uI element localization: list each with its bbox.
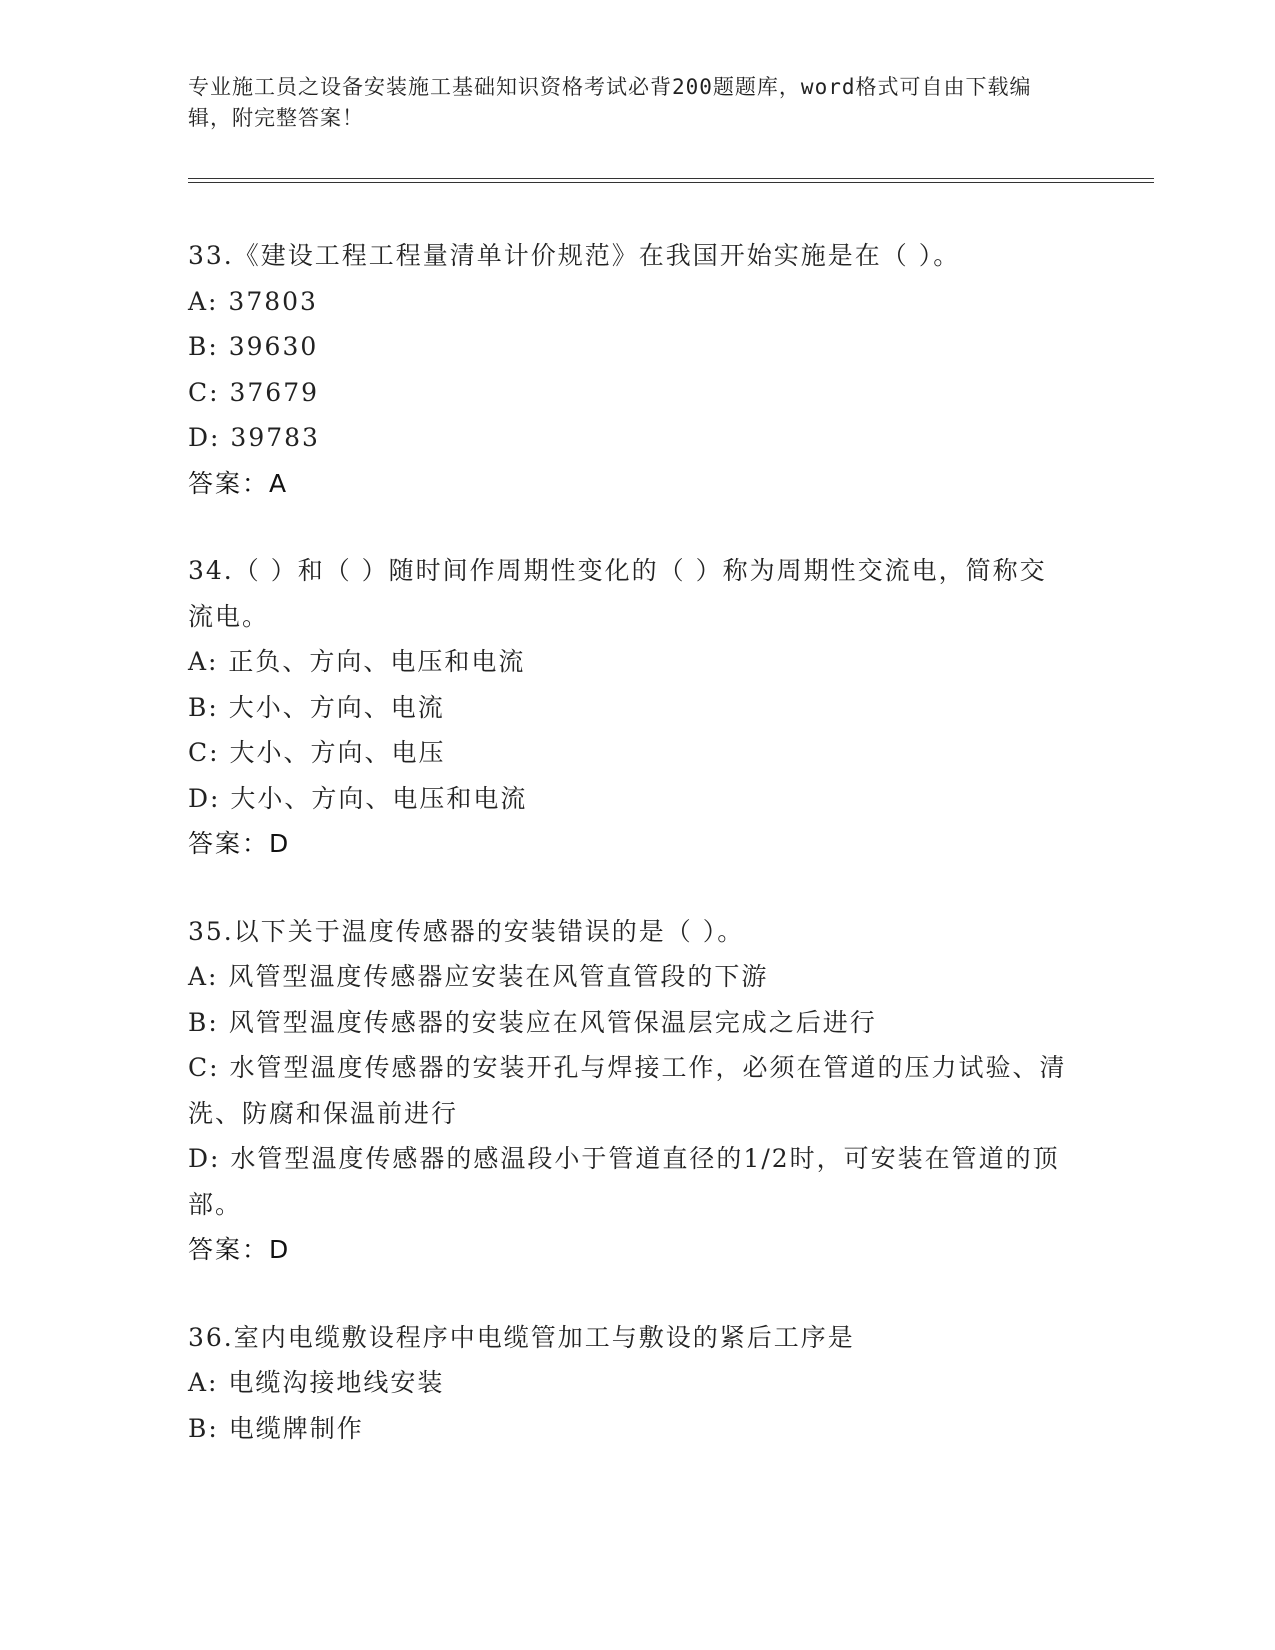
question-35: [188, 909, 1068, 1273]
question-stem: 35.以下关于温度传感器的安装错误的是（ ）。: [188, 916, 745, 946]
option-a: A: 37803: [188, 286, 318, 316]
question-list: [188, 233, 1068, 1493]
option-d: D: 水管型温度传感器的感温段小于管道直径的1/2时，可安装在管道的顶部。: [188, 1144, 1060, 1219]
question-36: [188, 1315, 1068, 1452]
question-stem: 34.（ ）和（ ）随时间作周期性变化的（ ）称为周期性交流电，简称交流电。: [188, 556, 1047, 631]
question-stem: 33.《建设工程工程量清单计价规范》在我国开始实施是在（ ）。: [188, 241, 961, 270]
option-d: D: 39783: [188, 423, 320, 452]
answer-line: 答案：D: [188, 1235, 291, 1264]
document-header: 专业施工员之设备安装施工基础知识资格考试必背200题题库，word格式可自由下载编辑，附完整答案！: [188, 75, 1032, 130]
header-divider: [188, 178, 1154, 183]
option-d: D: 大小、方向、电压和电流: [188, 783, 528, 813]
answer-line: 答案：D: [188, 829, 291, 858]
option-a: A: 电缆沟接地线安装: [188, 1368, 445, 1397]
option-a: A: 风管型温度传感器应安装在风管直管段的下游: [188, 962, 769, 991]
option-a: A: 正负、方向、电压和电流: [188, 647, 526, 676]
option-b: B: 风管型温度传感器的安装应在风管保温层完成之后进行: [188, 1007, 877, 1037]
option-b: B: 39630: [188, 332, 319, 361]
question-34: [188, 548, 1068, 867]
option-b: B: 大小、方向、电流: [188, 692, 445, 722]
option-c: C: 大小、方向、电压: [188, 738, 446, 767]
answer-line: 答案：A: [188, 468, 289, 498]
question-stem: 36.室内电缆敷设程序中电缆管加工与敷设的紧后工序是: [188, 1322, 855, 1352]
option-b: B: 电缆牌制作: [188, 1413, 364, 1443]
option-c: C: 水管型温度传感器的安装开孔与焊接工作，必须在管道的压力试验、清洗、防腐和保温前进行: [188, 1053, 1067, 1128]
question-33: [188, 233, 1068, 506]
option-c: C: 37679: [188, 377, 320, 407]
